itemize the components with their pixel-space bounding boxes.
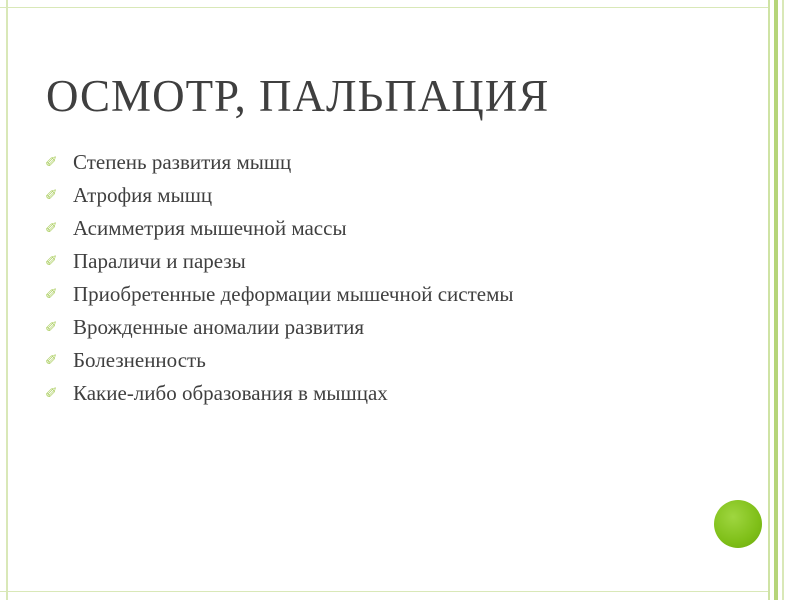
list-item-text: Болезненность: [73, 348, 206, 372]
bullet-pencil-icon: ✐: [45, 221, 58, 237]
bullet-pencil-icon: ✐: [45, 155, 58, 171]
right-side-line: [782, 0, 784, 600]
list-item-text: Приобретенные деформации мышечной системы: [73, 282, 514, 306]
bullet-pencil-icon: ✐: [45, 188, 58, 204]
list-item-text: Степень развития мышц: [73, 150, 292, 174]
list-item-text: Атрофия мышц: [73, 183, 213, 207]
list-item-text: Врожденные аномалии развития: [73, 315, 365, 339]
list-item-text: Какие-либо образования в мышцах: [73, 381, 388, 405]
slide-title: ОСМОТР, ПАЛЬПАЦИЯ: [46, 71, 550, 121]
list-item: [42, 377, 513, 410]
green-circle-icon: [714, 500, 762, 548]
list-item: [42, 278, 513, 311]
list-item: [42, 179, 513, 212]
list-item: [42, 146, 513, 179]
list-item: [42, 212, 513, 245]
list-item: [42, 311, 513, 344]
list-item-text: Асимметрия мышечной массы: [73, 216, 347, 240]
list-item: [42, 245, 513, 278]
frame-top-line: [0, 7, 768, 8]
bullet-pencil-icon: ✐: [45, 287, 58, 303]
right-side-line: [774, 0, 778, 600]
bullet-list: [42, 146, 513, 410]
frame-left-line: [6, 0, 8, 600]
bullet-pencil-icon: ✐: [45, 353, 58, 369]
frame-bottom-line: [0, 591, 768, 592]
list-item-text: Параличи и парезы: [73, 249, 246, 273]
right-side-bar: [768, 0, 800, 600]
list-item: [42, 344, 513, 377]
bullet-pencil-icon: ✐: [45, 386, 58, 402]
bullet-pencil-icon: ✐: [45, 320, 58, 336]
bullet-pencil-icon: ✐: [45, 254, 58, 270]
right-side-line: [768, 0, 770, 600]
